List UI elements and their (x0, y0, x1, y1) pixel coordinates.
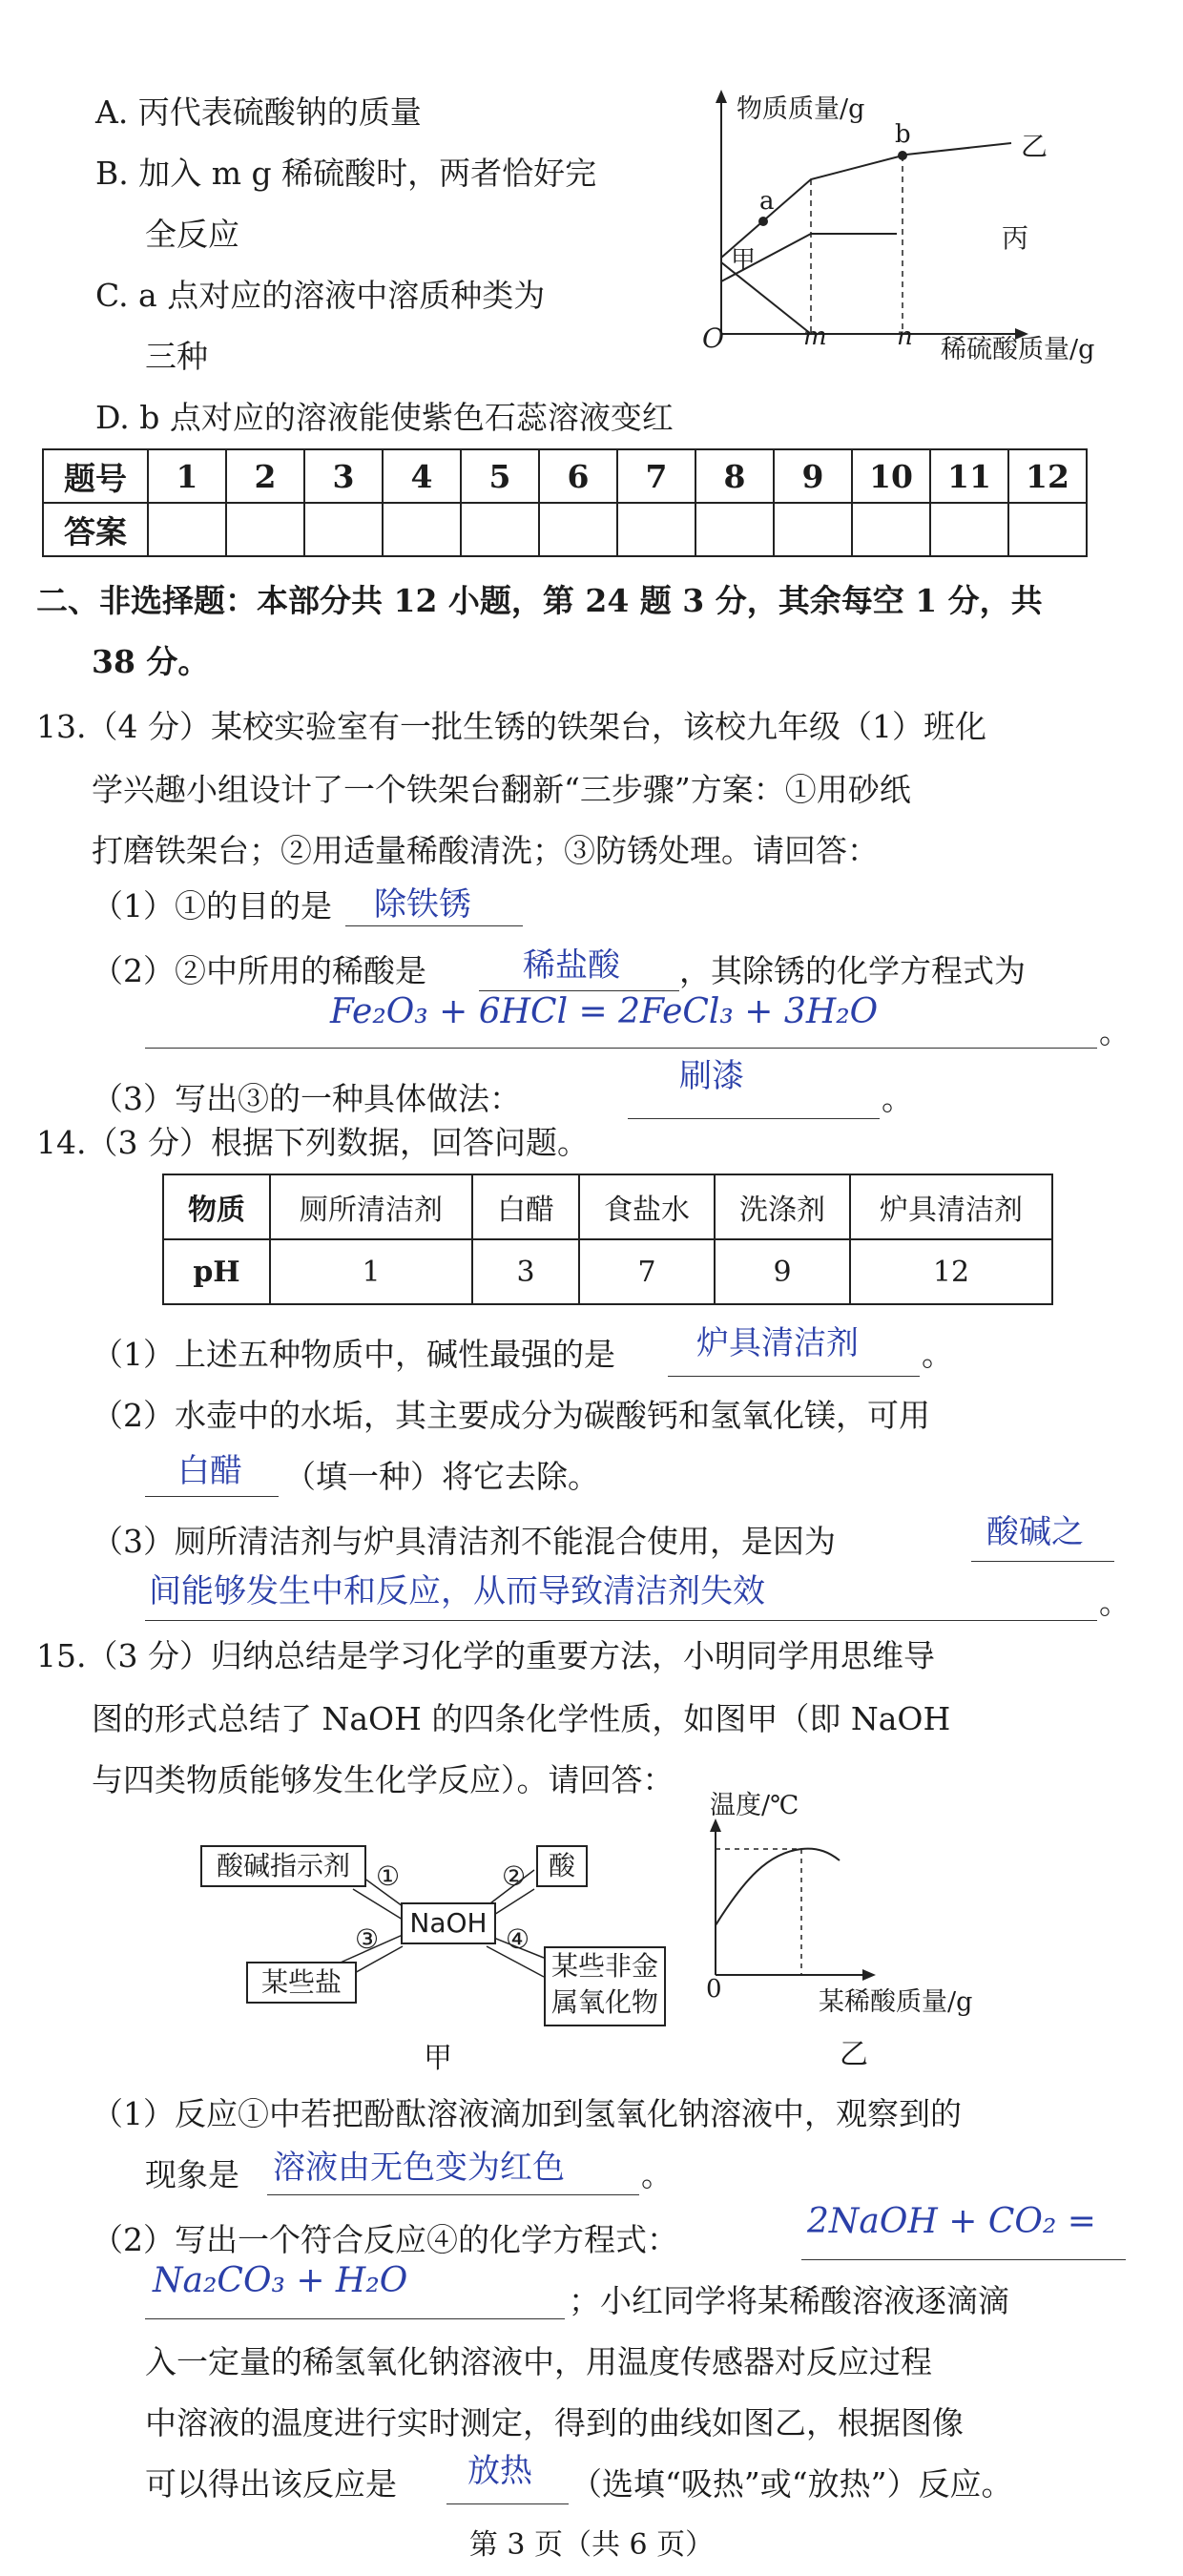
oxide-label-line1: 某些非金 (550, 1950, 658, 1982)
acid-box: 酸 (536, 1845, 588, 1887)
q14-part2-blank[interactable] (145, 1492, 279, 1497)
answer-table-cell: 2 (226, 449, 304, 503)
q15-part1-blank[interactable] (267, 2191, 639, 2195)
q12-chart-tick-m: m (803, 322, 827, 351)
q15-part2-prompt: （2）写出一个符合反应④的化学方程式： (92, 2221, 678, 2258)
q12-chart-point-b-label: b (895, 120, 911, 149)
answer-blank[interactable] (148, 503, 226, 556)
answer-blank[interactable] (774, 503, 852, 556)
section-heading-line1: 二、非选择题：本部分共 12 小题，第 24 题 3 分，其余每空 1 分，共 (36, 582, 1043, 619)
diagram-caption: 甲 (424, 2042, 452, 2075)
ph-table-header: 物质 (163, 1174, 270, 1239)
answer-blank[interactable] (930, 503, 1008, 556)
q14-stem: 14.（3 分）根据下列数据，回答问题。 (36, 1124, 589, 1161)
answer-table-cell: 5 (461, 449, 539, 503)
temperature-chart-ylabel: 温度/℃ (710, 1791, 799, 1820)
ph-table-cell: 9 (715, 1239, 850, 1304)
answer-table-cell: 10 (852, 449, 930, 503)
q13-equation-period: 。 (1099, 1013, 1131, 1050)
temperature-chart-xlabel: 某稀酸质量/g (819, 1987, 973, 2017)
answer-table-cell: 11 (930, 449, 1008, 503)
answer-table-cell: 12 (1008, 449, 1087, 503)
ph-table-row-label: pH (163, 1239, 270, 1304)
q15-part2-tail: ；小红同学将某稀酸溶液逐滴滴 (569, 2282, 1009, 2319)
q15-part2-blank-line1[interactable] (801, 2255, 1126, 2260)
reaction-4-label: ④ (506, 1923, 530, 1955)
reaction-1-label: ① (376, 1860, 401, 1892)
q15-stem-line5: 中溶液的温度进行实时测定，得到的曲线如图乙，根据图像 (145, 2404, 964, 2441)
q13-part3-answer: 刷漆 (679, 1057, 744, 1095)
ph-table-cell: 1 (270, 1239, 472, 1304)
q13-part1-prompt: （1）①的目的是 (92, 887, 332, 924)
q12-chart-point-a-label: a (759, 187, 775, 216)
indicator-box: 酸碱指示剂 (200, 1845, 366, 1887)
q14-part1-period: 。 (922, 1336, 953, 1373)
q13-part2-answer: 稀盐酸 (523, 946, 620, 985)
q14-part2-tail: （填一种）将它去除。 (284, 1458, 599, 1495)
q12-chart-label-yi: 乙 (1021, 131, 1048, 162)
q14-part3-blank-line2[interactable] (145, 1616, 1097, 1621)
ph-table-header: 食盐水 (579, 1174, 715, 1239)
q15-stem-line1: 15.（3 分）归纳总结是学习化学的重要方法，小明同学用思维导 (36, 1637, 935, 1674)
temperature-curve (716, 1849, 840, 1925)
q13-stem-line1: 13.（4 分）某校实验室有一批生锈的铁架台，该校九年级（1）班化 (36, 708, 986, 745)
naoh-box: NaOH (401, 1902, 496, 1944)
ph-table-cell: 7 (579, 1239, 715, 1304)
ph-table-cell: 3 (472, 1239, 579, 1304)
answer-blank[interactable] (617, 503, 695, 556)
option-b-line2: 全反应 (145, 216, 239, 253)
q14-part3-period: 。 (1099, 1584, 1131, 1621)
answer-table-cell: 7 (617, 449, 695, 503)
q14-part1-blank[interactable] (668, 1372, 920, 1377)
answer-blank[interactable] (539, 503, 617, 556)
q15-part2-answer-line1: 2NaOH + CO₂ = (807, 2202, 1096, 2241)
q15-part2-blank-line2[interactable] (145, 2315, 565, 2319)
q13-part2-prompt: （2）②中所用的稀酸是 (92, 952, 426, 989)
ph-table-cell: 12 (850, 1239, 1052, 1304)
answer-table-cell: 8 (695, 449, 774, 503)
answer-blank[interactable] (461, 503, 539, 556)
q15-part1-prompt: （1）反应①中若把酚酞溶液滴加到氢氧化钠溶液中，观察到的 (92, 2095, 962, 2132)
ph-table-header: 白醋 (472, 1174, 579, 1239)
reaction-2-label: ② (502, 1860, 527, 1892)
q12-chart-xlabel: 稀硫酸质量/g (941, 335, 1095, 364)
q12-chart-origin: O (702, 322, 724, 354)
answer-table-header-number: 题号 (43, 449, 148, 503)
q12-chart-tick-n: n (897, 322, 913, 351)
answer-table-cell: 9 (774, 449, 852, 503)
point-a (758, 217, 768, 226)
answer-table-cell: 3 (304, 449, 383, 503)
q13-stem-line2: 学兴趣小组设计了一个铁架台翻新“三步骤”方案：①用砂纸 (92, 771, 911, 808)
q13-part3-period: 。 (882, 1080, 913, 1117)
ph-table-header: 厕所清洁剂 (270, 1174, 472, 1239)
answer-blank[interactable] (383, 503, 461, 556)
q14-part3-answer-line2: 间能够发生中和反应，从而导致清洁剂失效 (149, 1572, 765, 1610)
q12-chart-label-jia: 甲 (731, 246, 757, 275)
q15-part2-answer-line2: Na₂CO₃ + H₂O (153, 2261, 408, 2300)
q13-part3-prompt: （3）写出③的一种具体做法： (92, 1080, 521, 1117)
q14-part3-answer-line1: 酸碱之 (986, 1513, 1084, 1551)
q12-chart-ylabel: 物质质量/g (737, 94, 865, 124)
option-b-line1: B. 加入 m g 稀硫酸时，两者恰好完 (95, 155, 597, 192)
q15-stem-line4: 入一定量的稀氢氧化钠溶液中，用温度传感器对反应过程 (145, 2343, 932, 2380)
q15-part3-blank[interactable] (446, 2500, 569, 2504)
q15-part1-period: 。 (641, 2156, 673, 2193)
q13-equation-blank[interactable] (145, 1044, 1097, 1049)
option-a: A. 丙代表硫酸钠的质量 (95, 93, 422, 131)
answer-table-cell: 6 (539, 449, 617, 503)
answer-blank[interactable] (304, 503, 383, 556)
q14-part3-blank-line1[interactable] (971, 1557, 1114, 1562)
answer-table-cell: 1 (148, 449, 226, 503)
q13-part2-blank[interactable] (479, 987, 679, 991)
ph-table-header: 炉具清洁剂 (850, 1174, 1052, 1239)
q12-chart-label-bing: 丙 (1002, 222, 1029, 254)
option-c-line2: 三种 (145, 338, 208, 375)
q14-part2-answer: 白醋 (177, 1452, 242, 1490)
q13-equation-answer: Fe₂O₃ + 6HCl = 2FeCl₃ + 3H₂O (330, 992, 879, 1031)
q15-part1-prefix: 现象是 (145, 2156, 239, 2193)
ph-table-header: 洗涤剂 (715, 1174, 850, 1239)
q15-stem-line2: 图的形式总结了 NaOH 的四条化学性质，如图甲（即 NaOH (92, 1700, 951, 1737)
q13-part3-blank[interactable] (628, 1114, 880, 1119)
oxide-label-line2: 属氧化物 (550, 1986, 658, 2018)
point-b (898, 151, 907, 160)
section-heading-line2: 38 分。 (92, 643, 210, 680)
q13-part2-prompt-tail: ，其除锈的化学方程式为 (679, 952, 1026, 989)
answer-blank[interactable] (852, 503, 930, 556)
answer-table-header-answer: 答案 (43, 503, 148, 556)
y-axis-arrow (716, 90, 727, 103)
salt-box: 某些盐 (246, 1962, 357, 2004)
answer-table-cell: 4 (383, 449, 461, 503)
q15-part1-answer: 溶液由无色变为红色 (273, 2149, 565, 2187)
q15-stem-line6-prefix: 可以得出该反应是 (145, 2465, 397, 2503)
ph-table-value-row (163, 1239, 1052, 1304)
answer-table-number-row (43, 449, 1087, 503)
q13-stem-line3: 打磨铁架台；②用适量稀酸清洗；③防锈处理。请回答： (92, 832, 879, 869)
q15-part3-answer: 放热 (467, 2452, 532, 2490)
page-footer: 第 3 页（共 6 页） (468, 2528, 715, 2562)
ph-table-header-row (163, 1174, 1052, 1239)
q15-stem-line3: 与四类物质能够发生化学反应）。请回答： (92, 1761, 675, 1798)
temperature-chart-origin: 0 (706, 1975, 722, 2004)
q14-part3-prompt: （3）厕所清洁剂与炉具清洁剂不能混合使用，是因为 (92, 1523, 836, 1560)
answer-table (42, 448, 1088, 557)
answer-blank[interactable] (1008, 503, 1087, 556)
q14-part1-answer: 炉具清洁剂 (696, 1324, 859, 1362)
option-d: D. b 点对应的溶液能使紫色石蕊溶液变红 (95, 399, 674, 436)
answer-blank[interactable] (226, 503, 304, 556)
answer-table-answer-row (43, 503, 1087, 556)
reaction-3-label: ③ (355, 1923, 380, 1955)
answer-blank[interactable] (695, 503, 774, 556)
q15-stem-line6-tail: （选填“吸热”或“放热”）反应。 (571, 2465, 1013, 2503)
q14-part2-prompt: （2）水壶中的水垢，其主要成分为碳酸钙和氢氧化镁，可用 (92, 1397, 930, 1434)
option-c-line1: C. a 点对应的溶液中溶质种类为 (95, 277, 546, 314)
temperature-chart-caption: 乙 (840, 2038, 868, 2071)
oxide-box (544, 1946, 666, 2026)
ph-table (162, 1174, 1053, 1305)
q14-part1-prompt: （1）上述五种物质中，碱性最强的是 (92, 1336, 615, 1373)
q13-part1-answer: 除铁锈 (374, 885, 471, 924)
